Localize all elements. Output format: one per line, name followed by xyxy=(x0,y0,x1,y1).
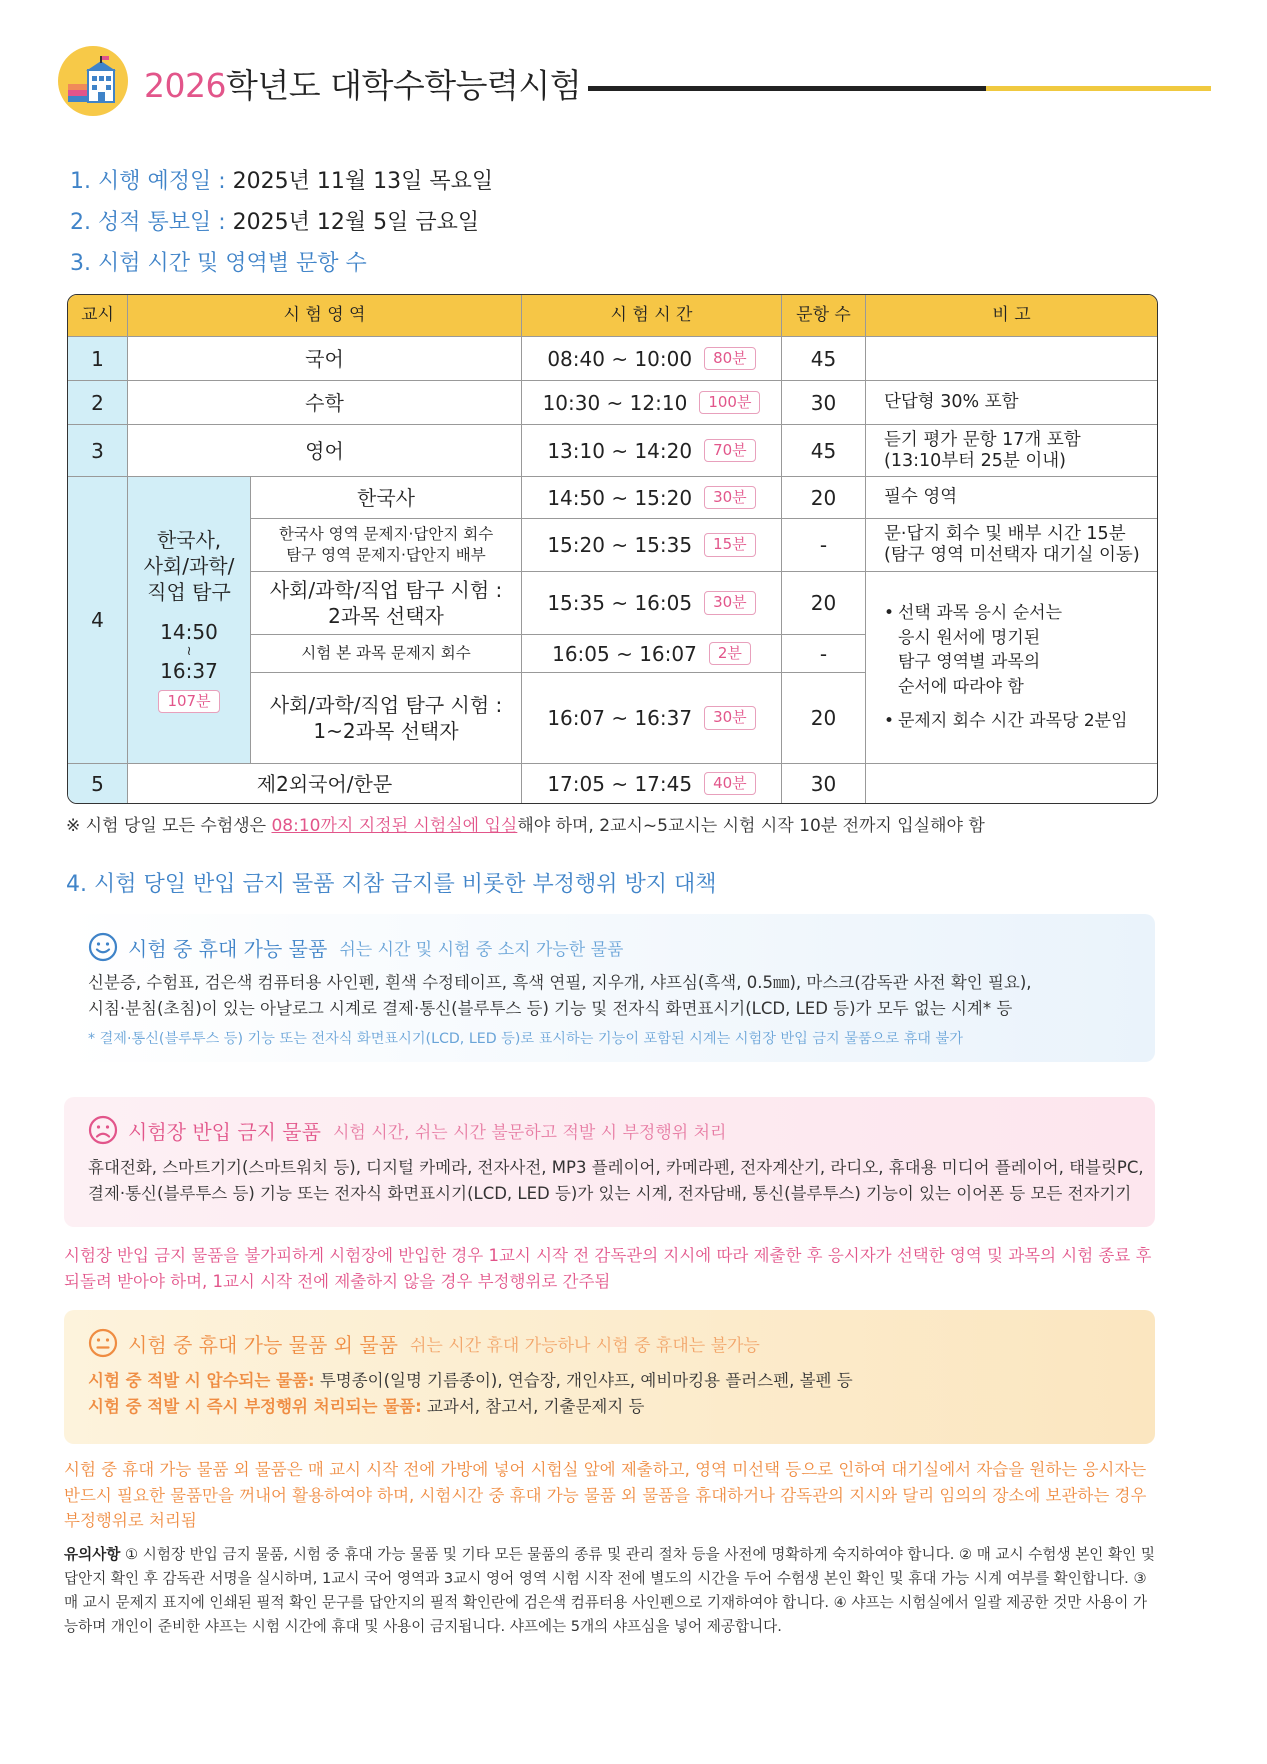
time-3-range: 13:10 ~ 14:20 xyxy=(547,438,693,463)
exam-date-line xyxy=(70,164,493,195)
sad-face-icon xyxy=(88,1115,118,1145)
other-subtitle: 쉬는 시간 휴대 가능하나 시험 중 휴대는 불가능 xyxy=(409,1335,760,1356)
count-4-5: 20 xyxy=(781,672,865,763)
time-4-5-range: 16:07 ~ 16:37 xyxy=(547,706,693,730)
other-note-line3: 부정행위로 처리됨 xyxy=(64,1511,197,1531)
title-rest: 학년도 대학수학능력시험 xyxy=(225,66,582,105)
note-4-bullet1 xyxy=(884,601,1128,700)
score-date-value: 2025년 12월 5일 금요일 xyxy=(232,210,480,235)
group-duration-badge: 107분 xyxy=(158,690,219,714)
other-line2 xyxy=(88,1394,853,1420)
schedule-table xyxy=(67,294,1158,804)
period-1: 1 xyxy=(68,336,127,380)
other-line1-label: 시험 중 적발 시 압수되는 물품: xyxy=(88,1371,315,1390)
bullet1-line2: 응시 원서에 명기된 xyxy=(898,627,1041,648)
count-2: 30 xyxy=(781,380,865,424)
note-4-2-line2: (탐구 영역 미선택자 대기실 이동) xyxy=(884,545,1140,565)
exam-date-label: 1. 시행 예정일 : xyxy=(70,169,233,194)
count-5: 30 xyxy=(781,763,865,803)
time-4-3-range: 15:35 ~ 16:05 xyxy=(547,591,693,615)
time-1 xyxy=(521,336,781,380)
note-4-2-line1: 문·답지 회수 및 배부 시간 15분 xyxy=(884,524,1126,544)
count-4-1: 20 xyxy=(781,476,865,518)
banned-line1: 휴대전화, 스마트기기(스마트워치 등), 디지털 카메라, 전자사전, MP3 플레이어, 카메라펜, 전자계산기, 라디오, 휴대용 미디어 플레이어, 태블릿PC, xyxy=(88,1158,1144,1177)
time-3 xyxy=(521,424,781,476)
time-4-1 xyxy=(521,476,781,518)
subject-2: 수학 xyxy=(127,380,521,424)
period-3: 3 xyxy=(68,424,127,476)
other-line1 xyxy=(88,1368,853,1394)
time-2-range: 10:30 ~ 12:10 xyxy=(542,390,688,415)
smiley-face-icon xyxy=(88,932,118,962)
allowed-footnote: * 결제·통신(블루투스 등) 기능 또는 전자식 화면표시기(LCD, LED 등)로 표시하는 기능이 포함된 시계는 시험장 반입 금지 물품으로 휴대 불가 xyxy=(88,1031,963,1047)
count-3: 45 xyxy=(781,424,865,476)
group-time-start: 14:50 xyxy=(160,619,218,644)
allowed-items-box xyxy=(64,914,1155,1062)
duration-badge: 100분 xyxy=(699,391,760,415)
table-footnote xyxy=(66,811,985,836)
time-2 xyxy=(521,380,781,424)
count-1: 45 xyxy=(781,336,865,380)
footnote-prefix: ※ 시험 당일 모든 수험생은 xyxy=(66,816,272,836)
duration-badge: 30분 xyxy=(704,591,756,615)
duration-badge: 30분 xyxy=(704,486,756,510)
subject-4-3-line1: 사회/과학/직업 탐구 시험 : xyxy=(269,578,503,602)
duration-badge: 30분 xyxy=(704,706,756,730)
count-4-4: - xyxy=(781,634,865,672)
note-4-merged xyxy=(865,571,1157,763)
note-2: 단답형 30% 포함 xyxy=(865,380,1157,424)
period-2: 2 xyxy=(68,380,127,424)
banned-note-line2: 되돌려 받아야 하며, 1교시 시작 전에 제출하지 않을 경우 부정행위로 간주됨 xyxy=(64,1271,611,1291)
header-rule-yellow xyxy=(986,86,1211,91)
footnote-suffix: 해야 하며, 2교시~5교시는 시험 시작 10분 전까지 입실해야 함 xyxy=(517,816,985,836)
exam-date-value: 2025년 11월 13일 목요일 xyxy=(232,169,494,194)
other-note-line2: 반드시 필요한 물품만을 꺼내어 활용하여야 하며, 시험시간 중 휴대 가능 물품 외 물품을 휴대하거나 감독관의 지시와 달리 임의의 장소에 보관하는 경우 xyxy=(64,1485,1147,1505)
note-3 xyxy=(865,424,1157,476)
subject-4-5 xyxy=(250,672,521,763)
banned-title: 시험장 반입 금지 물품 xyxy=(128,1119,321,1144)
other-line2-value: 교과서, 참고서, 기출문제지 등 xyxy=(421,1396,645,1416)
school-building-icon xyxy=(58,46,128,116)
time-4-4 xyxy=(521,634,781,672)
neutral-face-icon xyxy=(88,1328,118,1358)
subject-4-1: 한국사 xyxy=(250,476,521,518)
subject-4-5-line1: 사회/과학/직업 탐구 시험 : xyxy=(269,693,503,717)
banned-items-box xyxy=(64,1097,1155,1227)
duration-badge: 40분 xyxy=(704,772,756,796)
note-1 xyxy=(865,336,1157,380)
banned-subtitle: 시험 시간, 쉬는 시간 불문하고 적발 시 부정행위 처리 xyxy=(332,1122,727,1143)
allowed-line2: 시침·분침(초침)이 있는 아날로그 시계로 결제·통신(블루투스 등) 기능 및 전자식 화면표시기(LCD, LED 등)가 모두 없는 시계* 등 xyxy=(88,998,1013,1018)
subject-4-2-line1: 한국사 영역 문제지·답안지 회수 xyxy=(278,525,494,544)
banned-line2: 결제·통신(블루투스 등) 기능 또는 전자식 화면표시기(LCD, LED 등)가 있는 시계, 전자담배, 통신(블루투스) 기능이 있는 이어폰 등 모든 전자기기 xyxy=(88,1183,1132,1203)
other-note-line1: 시험 중 휴대 가능 물품 외 물품은 매 교시 시작 전에 가방에 넣어 시험실 앞에 제출하고, 영역 미선택 등으로 인하여 대기실에서 자습을 원하는 응시자는 xyxy=(64,1460,1147,1479)
note-4-bullet2: • 문제지 회수 시간 과목당 2분임 xyxy=(884,709,1128,734)
time-4-1-range: 14:50 ~ 15:20 xyxy=(547,485,693,510)
period-4-group xyxy=(127,476,250,763)
time-5-range: 17:05 ~ 17:45 xyxy=(547,771,693,796)
subject-4-2-line2: 탐구 영역 문제지·답안지 배부 xyxy=(286,546,486,564)
header-count: 문항 수 xyxy=(781,295,865,336)
group-line1: 한국사, xyxy=(156,527,222,552)
note-5 xyxy=(865,763,1157,803)
allowed-subtitle: 쉬는 시간 및 시험 중 소지 가능한 물품 xyxy=(339,939,624,960)
caution-label: 유의사항 xyxy=(64,1546,121,1563)
section4-heading: 4. 시험 당일 반입 금지 물품 지참 금지를 비롯한 부정행위 방지 대책 xyxy=(66,872,717,897)
time-4-4-range: 16:05 ~ 16:07 xyxy=(552,641,697,666)
time-4-2 xyxy=(521,518,781,571)
other-line2-label: 시험 중 적발 시 즉시 부정행위 처리되는 물품: xyxy=(88,1396,422,1416)
count-4-3: 20 xyxy=(781,571,865,634)
header-period: 교시 xyxy=(68,295,127,336)
subject-4-5-line2: 1~2과목 선택자 xyxy=(313,719,459,743)
banned-body xyxy=(88,1155,1144,1206)
duration-badge: 80분 xyxy=(704,347,756,371)
subject-4-4: 시험 본 과목 문제지 회수 xyxy=(250,634,521,672)
other-title-row xyxy=(88,1328,760,1358)
score-date-line xyxy=(70,205,479,236)
allowed-line1: 신분증, 수험표, 검은색 컴퓨터용 사인펜, 흰색 수정테이프, 흑색 연필, 지우개, 샤프심(흑색, 0.5㎜), 마스크(감독관 사전 확인 필요), xyxy=(88,973,1032,992)
page-title xyxy=(144,60,581,107)
score-date-label: 2. 성적 통보일 : xyxy=(70,210,233,235)
caution-paragraph xyxy=(64,1543,1159,1639)
note-4-1: 필수 영역 xyxy=(865,476,1157,518)
subject-4-3-line2: 2과목 선택자 xyxy=(328,604,444,628)
footnote-highlight: 08:10까지 지정된 시험실에 입실 xyxy=(271,816,518,836)
banned-note-line1: 시험장 반입 금지 물품을 불가피하게 시험장에 반입한 경우 1교시 시작 전 감독관의 지시에 따라 제출한 후 응시자가 선택한 영역 및 과목의 시험 종료 후 xyxy=(64,1246,1152,1265)
subject-4-3 xyxy=(250,571,521,634)
schedule-heading: 3. 시험 시간 및 영역별 문항 수 xyxy=(70,251,367,276)
duration-badge: 70분 xyxy=(704,439,756,463)
banned-note xyxy=(64,1243,1151,1294)
note-3-line1: 듣기 평가 문항 17개 포함 xyxy=(884,429,1081,450)
subject-5: 제2외국어/한문 xyxy=(127,763,521,803)
other-body xyxy=(88,1368,853,1419)
allowed-body xyxy=(88,970,1032,1021)
note-3-line2: (13:10부터 25분 이내) xyxy=(884,450,1067,471)
header-time: 시 험 시 간 xyxy=(521,295,781,336)
caution-text: ① 시험장 반입 금지 물품, 시험 중 휴대 가능 물품 및 기타 모든 물품의 종류 및 관리 절차 등을 사전에 명확하게 숙지하여야 합니다. ② 매 교시 수험생 본인 확인 및 답안지 확인 후 감독관 서명을 실시하며, 1교시 국어 영역과 3교시 영어 영역 시험 시작 전에 별도의 시간을 두어 수험생 본인 확인 및 휴대 가능 시계 여부를 확인합니다. ③ 매 교시 문제지 표지에 인쇄된 필적 확인 문구를 답안지의 필적 확인란에 검은색 컴퓨터용 사인펜으로 기재하여야 합니다. ④ 샤프는 시험실에서 일괄 제공한 것만 사용이 가능하며 개인이 준비한 샤프는 시험 시간에 휴대 및 사용이 금지됩니다. 샤프에는 5개의 샤프심을 넣어 제공합니다. xyxy=(64,1546,1155,1636)
period-5: 5 xyxy=(68,763,127,803)
count-4-2: - xyxy=(781,518,865,571)
bullet1-line1: 선택 과목 응시 순서는 xyxy=(898,602,1063,623)
period-4: 4 xyxy=(68,476,127,763)
subject-3: 영어 xyxy=(127,424,521,476)
group-line2: 사회/과학/ xyxy=(143,553,235,578)
header-subject: 시 험 영 역 xyxy=(127,295,521,336)
banned-title-row xyxy=(88,1115,726,1145)
time-1-range: 08:40 ~ 10:00 xyxy=(547,346,693,371)
note-4-2 xyxy=(865,518,1157,571)
bullet1-line3: 탐구 영역별 과목의 xyxy=(898,652,1041,673)
other-line1-value: 투명종이(일명 기름종이), 연습장, 개인샤프, 예비마킹용 플러스펜, 볼펜 등 xyxy=(314,1371,853,1390)
time-4-5 xyxy=(521,672,781,763)
note-4-bullets xyxy=(884,601,1128,734)
group-line3: 직업 탐구 xyxy=(147,579,231,604)
other-title: 시험 중 휴대 가능 물품 외 물품 xyxy=(128,1332,398,1357)
subject-4-2 xyxy=(250,518,521,571)
subject-1: 국어 xyxy=(127,336,521,380)
group-time-sep: ≀ xyxy=(186,643,192,659)
time-4-2-range: 15:20 ~ 15:35 xyxy=(547,533,693,557)
title-year: 2026 xyxy=(144,66,226,105)
duration-badge: 15분 xyxy=(704,533,756,557)
group-time-end: 16:37 xyxy=(160,658,218,683)
header-rule-dark xyxy=(588,86,986,91)
header-note: 비 고 xyxy=(865,295,1157,336)
time-5 xyxy=(521,763,781,803)
allowed-title: 시험 중 휴대 가능 물품 xyxy=(128,936,328,961)
other-note xyxy=(64,1457,1146,1534)
other-items-box xyxy=(64,1310,1155,1444)
header xyxy=(58,46,1158,126)
duration-badge: 2분 xyxy=(709,642,751,666)
allowed-title-row xyxy=(88,932,623,962)
time-4-3 xyxy=(521,571,781,634)
bullet1-line4: 순서에 따라야 함 xyxy=(898,676,1024,697)
